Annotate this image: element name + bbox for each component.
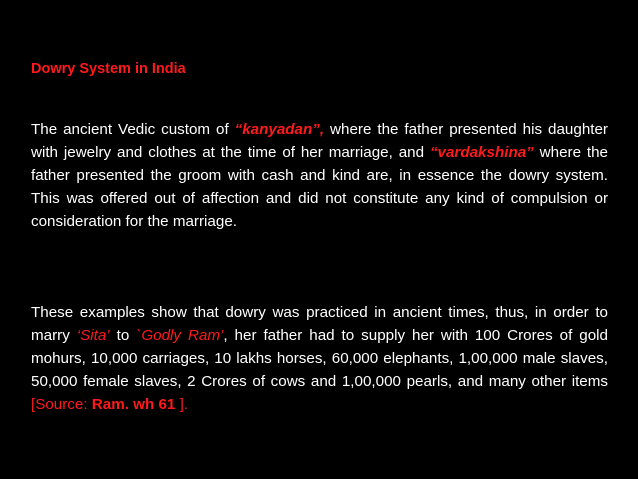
name-godly-ram: `Godly Ram’ <box>136 327 224 344</box>
source-reference: Ram. wh 61 <box>91 396 176 413</box>
paragraph-vedic-custom <box>31 118 608 233</box>
paragraph2-text-3: , her father had to supply her with 100 Crores of gold mohurs, 10,000 carriages, 10 lakhs horses, 60,000 elephants, 1,00,000 male slaves, 50,000 female slaves, 2 Crores of cows and 1,00,000 pearls, and many other items <box>31 327 609 390</box>
source-open: [Source: <box>31 396 92 413</box>
term-vardakshina: “vardakshina” <box>429 144 534 161</box>
paragraph1-text-3: where the father presented the groom with cash and kind are, in essence the dowry system. This was offered out of affection and did not constitute any kind of compulsion or consideration for the marriage. <box>31 144 609 230</box>
source-close: ]. <box>175 396 189 413</box>
paragraph1-text-2: where the father presented his daughter with jewelry and clothes at the time of her marriage, and <box>31 121 608 161</box>
paragraph-examples <box>31 301 608 416</box>
paragraph1-text-1: The ancient Vedic custom of <box>31 121 235 138</box>
paragraph2-text-1: These examples show that dowry was practiced in ancient times, thus, in order to marry <box>31 304 608 344</box>
name-sita: ‘Sita’ <box>76 327 110 344</box>
term-kanyadan: “kanyadan”, <box>234 121 325 138</box>
paragraph2-text-2: to <box>109 327 137 344</box>
slide-title: Dowry System in India <box>31 61 186 77</box>
